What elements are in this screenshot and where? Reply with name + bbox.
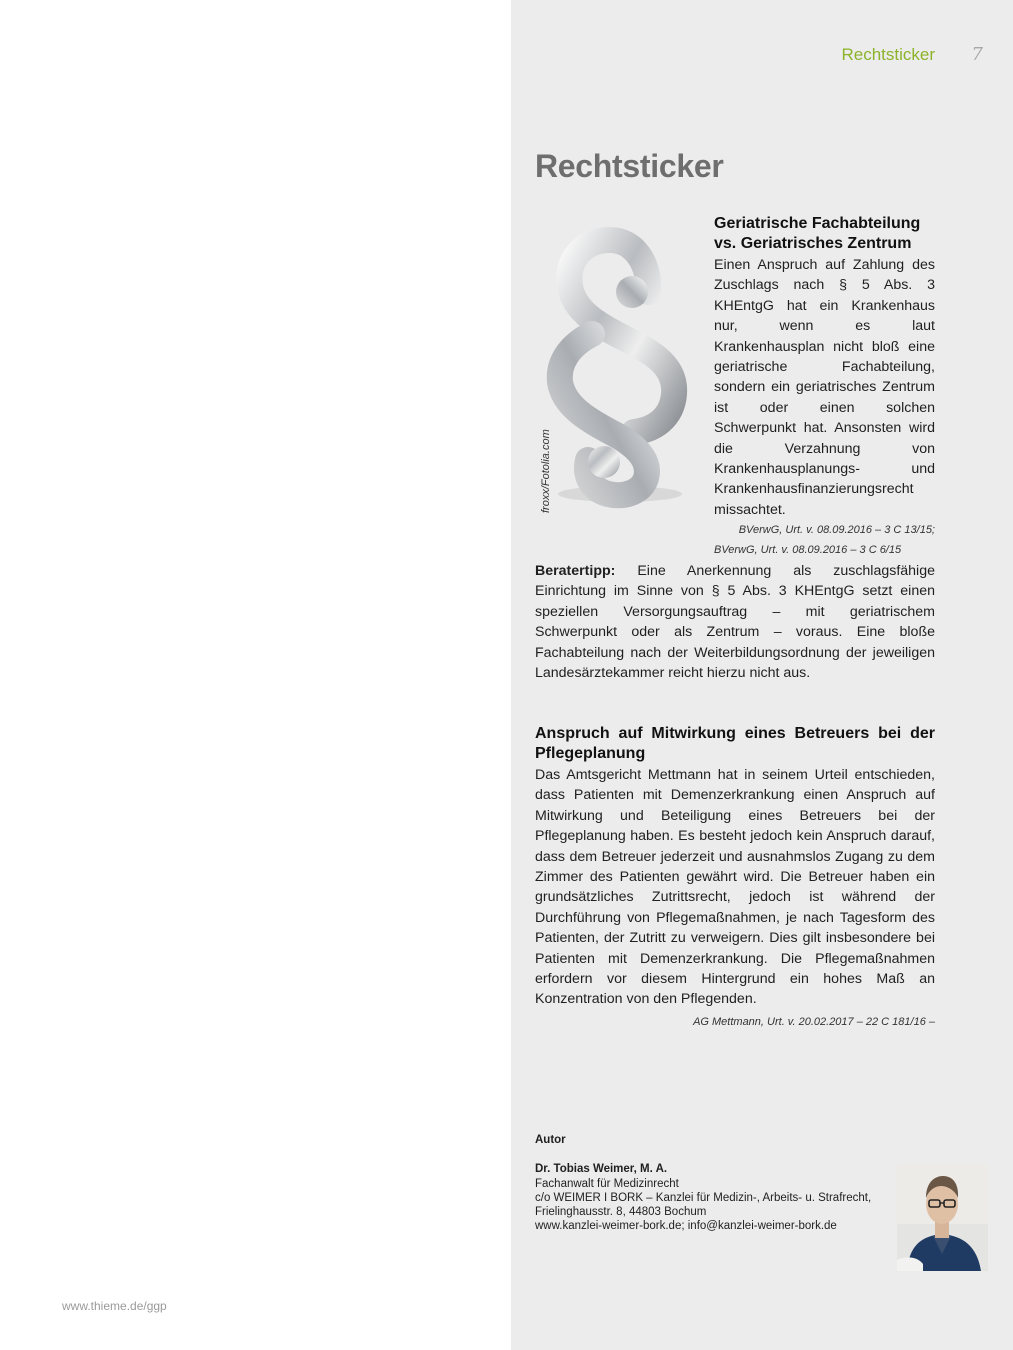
author-name: Dr. Tobias Weimer, M. A. <box>535 1163 668 1176</box>
article-geriatrie-citation-1: BVerwG, Urt. v. 08.09.2016 – 3 C 13/15; <box>738 524 935 537</box>
image-credit: froxx/Fotolia.com <box>540 429 552 513</box>
advisor-tip <box>535 561 935 683</box>
article-geriatrie-body: Einen Anspruch auf Zahlung des Zuschlags nach § 5 Abs. 3 KHEntgG hat ein Krankenhaus nur, wenn es laut Krankenhausplan nicht bloß eine geriatrische Fachabteilung, sondern ein geriatrisches Zentrum ist oder einen solchen Schwerpunkt hat. Ansonsten wird die Verzahnung von Krankenhausplanungs- und Krankenhausfinanzierungsrecht missachtet. <box>714 257 935 518</box>
paragraph-sign-image <box>538 222 698 512</box>
advisor-tip-text: Eine Anerkennung als zuschlagsfähige Einrichtung im Sinne von § 5 Abs. 3 KHEntgG setzt einen speziellen Versorgungsauftrag – mit geriatrischem Schwerpunkt oder als Zentrum – voraus. Eine bloße Fachabteilung nach der Weiterbildungsordnung der jeweiligen Landesärztekammer reicht hierzu nicht aus. <box>535 563 935 682</box>
footer-url[interactable]: www.thieme.de/ggp <box>62 1299 167 1313</box>
author-portrait <box>897 1164 988 1271</box>
page-number: 7 <box>971 44 983 65</box>
article-geriatrie <box>714 214 935 560</box>
author-contact[interactable]: www.kanzlei-weimer-bork.de; info@kanzlei-weimer-bork.de <box>535 1220 837 1233</box>
section-tag: Rechtsticker <box>841 45 935 64</box>
article-betreuer-body: Das Amtsgericht Mettmann hat in seinem Urteil entschieden, dass Patienten mit Demenzerkrankung einen Anspruch auf Mitwirkung und Beteiligung eines Betreuers bei der Pflegeplanung haben. Es besteht jedoch kein Anspruch darauf, dass dem Betreuer jederzeit und ausnahmslos Zugang zu dem Zimmer des Patienten gewährt wird. Die Betreuer haben ein grundsätzliches Zutrittsrecht, jedoch ist während der Durchführung von Pflegemaßnahmen, je nach Tagesform des Patienten, der Zutritt zu verweigern. Dies gilt insbesondere bei Patienten mit Demenzerkrankung. Die Pflegemaßnahmen erfordern vor diesem Hintergrund ein hohes Maß an Konzentration von den Pflegenden. <box>535 767 935 1008</box>
article-betreuer-heading: Anspruch auf Mitwirkung eines Betreuers bei der Pflegeplanung <box>535 725 935 762</box>
article-betreuer-citation: AG Mettmann, Urt. v. 20.02.2017 – 22 C 181/16 – <box>693 1015 935 1028</box>
author-address: Frielinghausstr. 8, 44803 Bochum <box>535 1206 707 1219</box>
article-geriatrie-citation-2: BVerwG, Urt. v. 08.09.2016 – 3 C 6/15 <box>714 544 902 557</box>
article-betreuer <box>535 724 935 1032</box>
author-block <box>535 1133 880 1234</box>
author-heading: Autor <box>535 1134 566 1146</box>
advisor-tip-label: Beratertipp: <box>535 563 616 579</box>
author-role: Fachanwalt für Medizinrecht <box>535 1177 679 1190</box>
page-title: Rechtsticker <box>535 148 724 184</box>
article-geriatrie-heading-line1: Geriatrische Fachabteilung <box>714 215 921 232</box>
author-firm: c/o WEIMER I BORK – Kanzlei für Medizin-, Arbeits- u. Strafrecht, <box>535 1191 872 1204</box>
article-geriatrie-heading-line2: vs. Geriatrisches Zentrum <box>714 235 912 252</box>
